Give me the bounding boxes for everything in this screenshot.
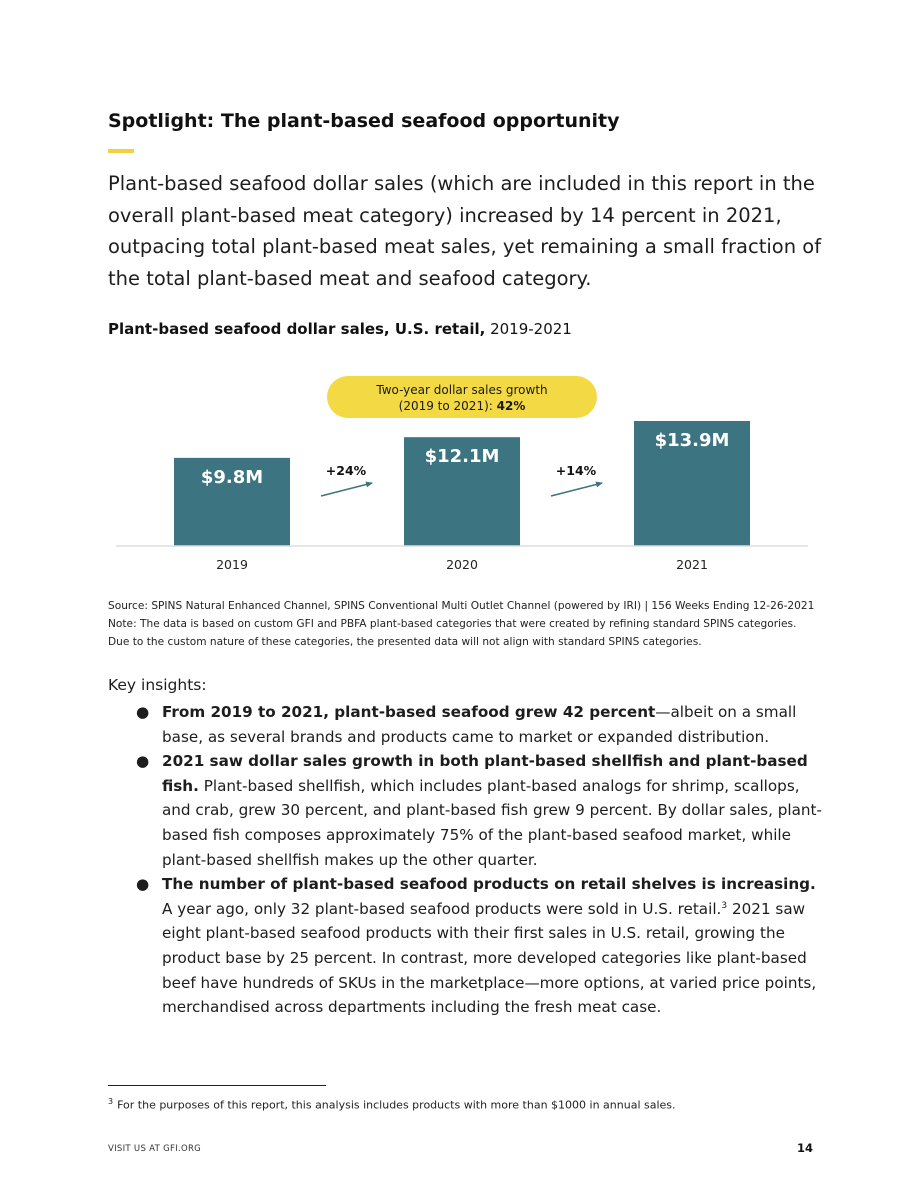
chart-title-range: 2019-2021 bbox=[485, 320, 572, 338]
growth-arrow-2 bbox=[551, 483, 602, 496]
insight-text-cont: 2021 saw eight plant-based seafood products with their first sales in U.S. retail, growing the product base by 25 percent. In contrast, more developed categories like plant-based beef have hundreds of SKUs in the marketplace—more options, at varied price points, merchandised across departments including the fresh meat case. bbox=[162, 899, 817, 1017]
footnote-divider bbox=[108, 1085, 326, 1086]
bullet-icon: ● bbox=[136, 703, 150, 721]
source-note: Source: SPINS Natural Enhanced Channel, SPINS Conventional Multi Outlet Channel (powered by IRI) | 156 Weeks Ending 12-26-2021 Note: The data is based on custom GFI and PBFA plant-based categories that were created by refining standard SPINS categories. Due to the custom nature of these categories, the presented data will not align with standard SPINS categories. bbox=[108, 600, 815, 648]
insight-bold: The number of plant-based seafood products on retail shelves is increasing. bbox=[162, 875, 816, 894]
bar-chart bbox=[108, 365, 818, 580]
chart-title-bold: Plant-based seafood dollar sales, U.S. retail, bbox=[108, 320, 486, 338]
callout-line-2 bbox=[399, 399, 526, 413]
insight-item bbox=[134, 700, 824, 749]
category-label-2020: 2020 bbox=[446, 557, 478, 572]
value-label-2020: $12.1M bbox=[424, 446, 500, 468]
insight-bold: 2021 saw dollar sales growth in both plant-based shellfish and plant-based fish. bbox=[162, 752, 808, 795]
key-insights-label: Key insights: bbox=[108, 676, 207, 694]
growth-arrow-1 bbox=[321, 483, 372, 496]
insight-text: Plant-based shellfish, which includes plant-based analogs for shrimp, scallops, and crab, grew 30 percent, and plant-based fish grew 9 percent. By dollar sales, plant-based fish composes approximately 75% of the plant-based seafood market, while plant-based shellfish makes up the other quarter. bbox=[162, 776, 822, 869]
chart-title bbox=[108, 320, 572, 338]
page-number: 14 bbox=[797, 1141, 814, 1155]
callout-line-2-value: 42% bbox=[496, 399, 526, 413]
category-label-2021: 2021 bbox=[676, 557, 708, 572]
page-heading: Spotlight: The plant-based seafood opportunity bbox=[108, 110, 620, 132]
bullet-icon: ● bbox=[136, 752, 150, 771]
callout-line-2-prefix: (2019 to 2021): bbox=[398, 399, 497, 413]
bullet-icon: ● bbox=[136, 875, 150, 894]
value-label-2021: $13.9M bbox=[654, 430, 730, 451]
key-insights-list bbox=[134, 700, 824, 1020]
callout-line-1: Two-year dollar sales growth bbox=[376, 383, 548, 397]
insight-text: A year ago, only 32 plant-based seafood products were sold in U.S. retail. bbox=[162, 899, 722, 918]
growth-label-2: +14% bbox=[555, 463, 597, 478]
insight-text: —albeit on a small base, as several brands and products came to market or expanded distribution. bbox=[162, 703, 797, 746]
footnote-marker: 3 bbox=[108, 1097, 114, 1106]
footnote-text: For the purposes of this report, this analysis includes products with more than $1000 in annual sales. bbox=[117, 1098, 676, 1112]
value-label-2019: $9.8M bbox=[200, 466, 264, 488]
footnote-ref[interactable]: 3 bbox=[721, 900, 728, 911]
insight-bold: From 2019 to 2021, plant-based seafood grew 42 percent bbox=[162, 703, 656, 721]
insight-item bbox=[134, 749, 824, 872]
growth-callout bbox=[327, 376, 597, 418]
growth-label-1: +24% bbox=[325, 463, 367, 478]
footnote bbox=[108, 1097, 676, 1112]
insight-item bbox=[134, 872, 824, 1020]
footer-website[interactable]: VISIT US AT GFI.ORG bbox=[108, 1144, 202, 1154]
heading-accent-bar bbox=[108, 149, 134, 153]
intro-paragraph: Plant-based seafood dollar sales (which are included in this report in the overall plant-based meat category) increased by 14 percent in 2021, outpacing total plant-based meat sales, yet remaining a small fraction of the total plant-based meat and seafood category. bbox=[108, 172, 822, 290]
category-label-2019: 2019 bbox=[216, 557, 248, 572]
